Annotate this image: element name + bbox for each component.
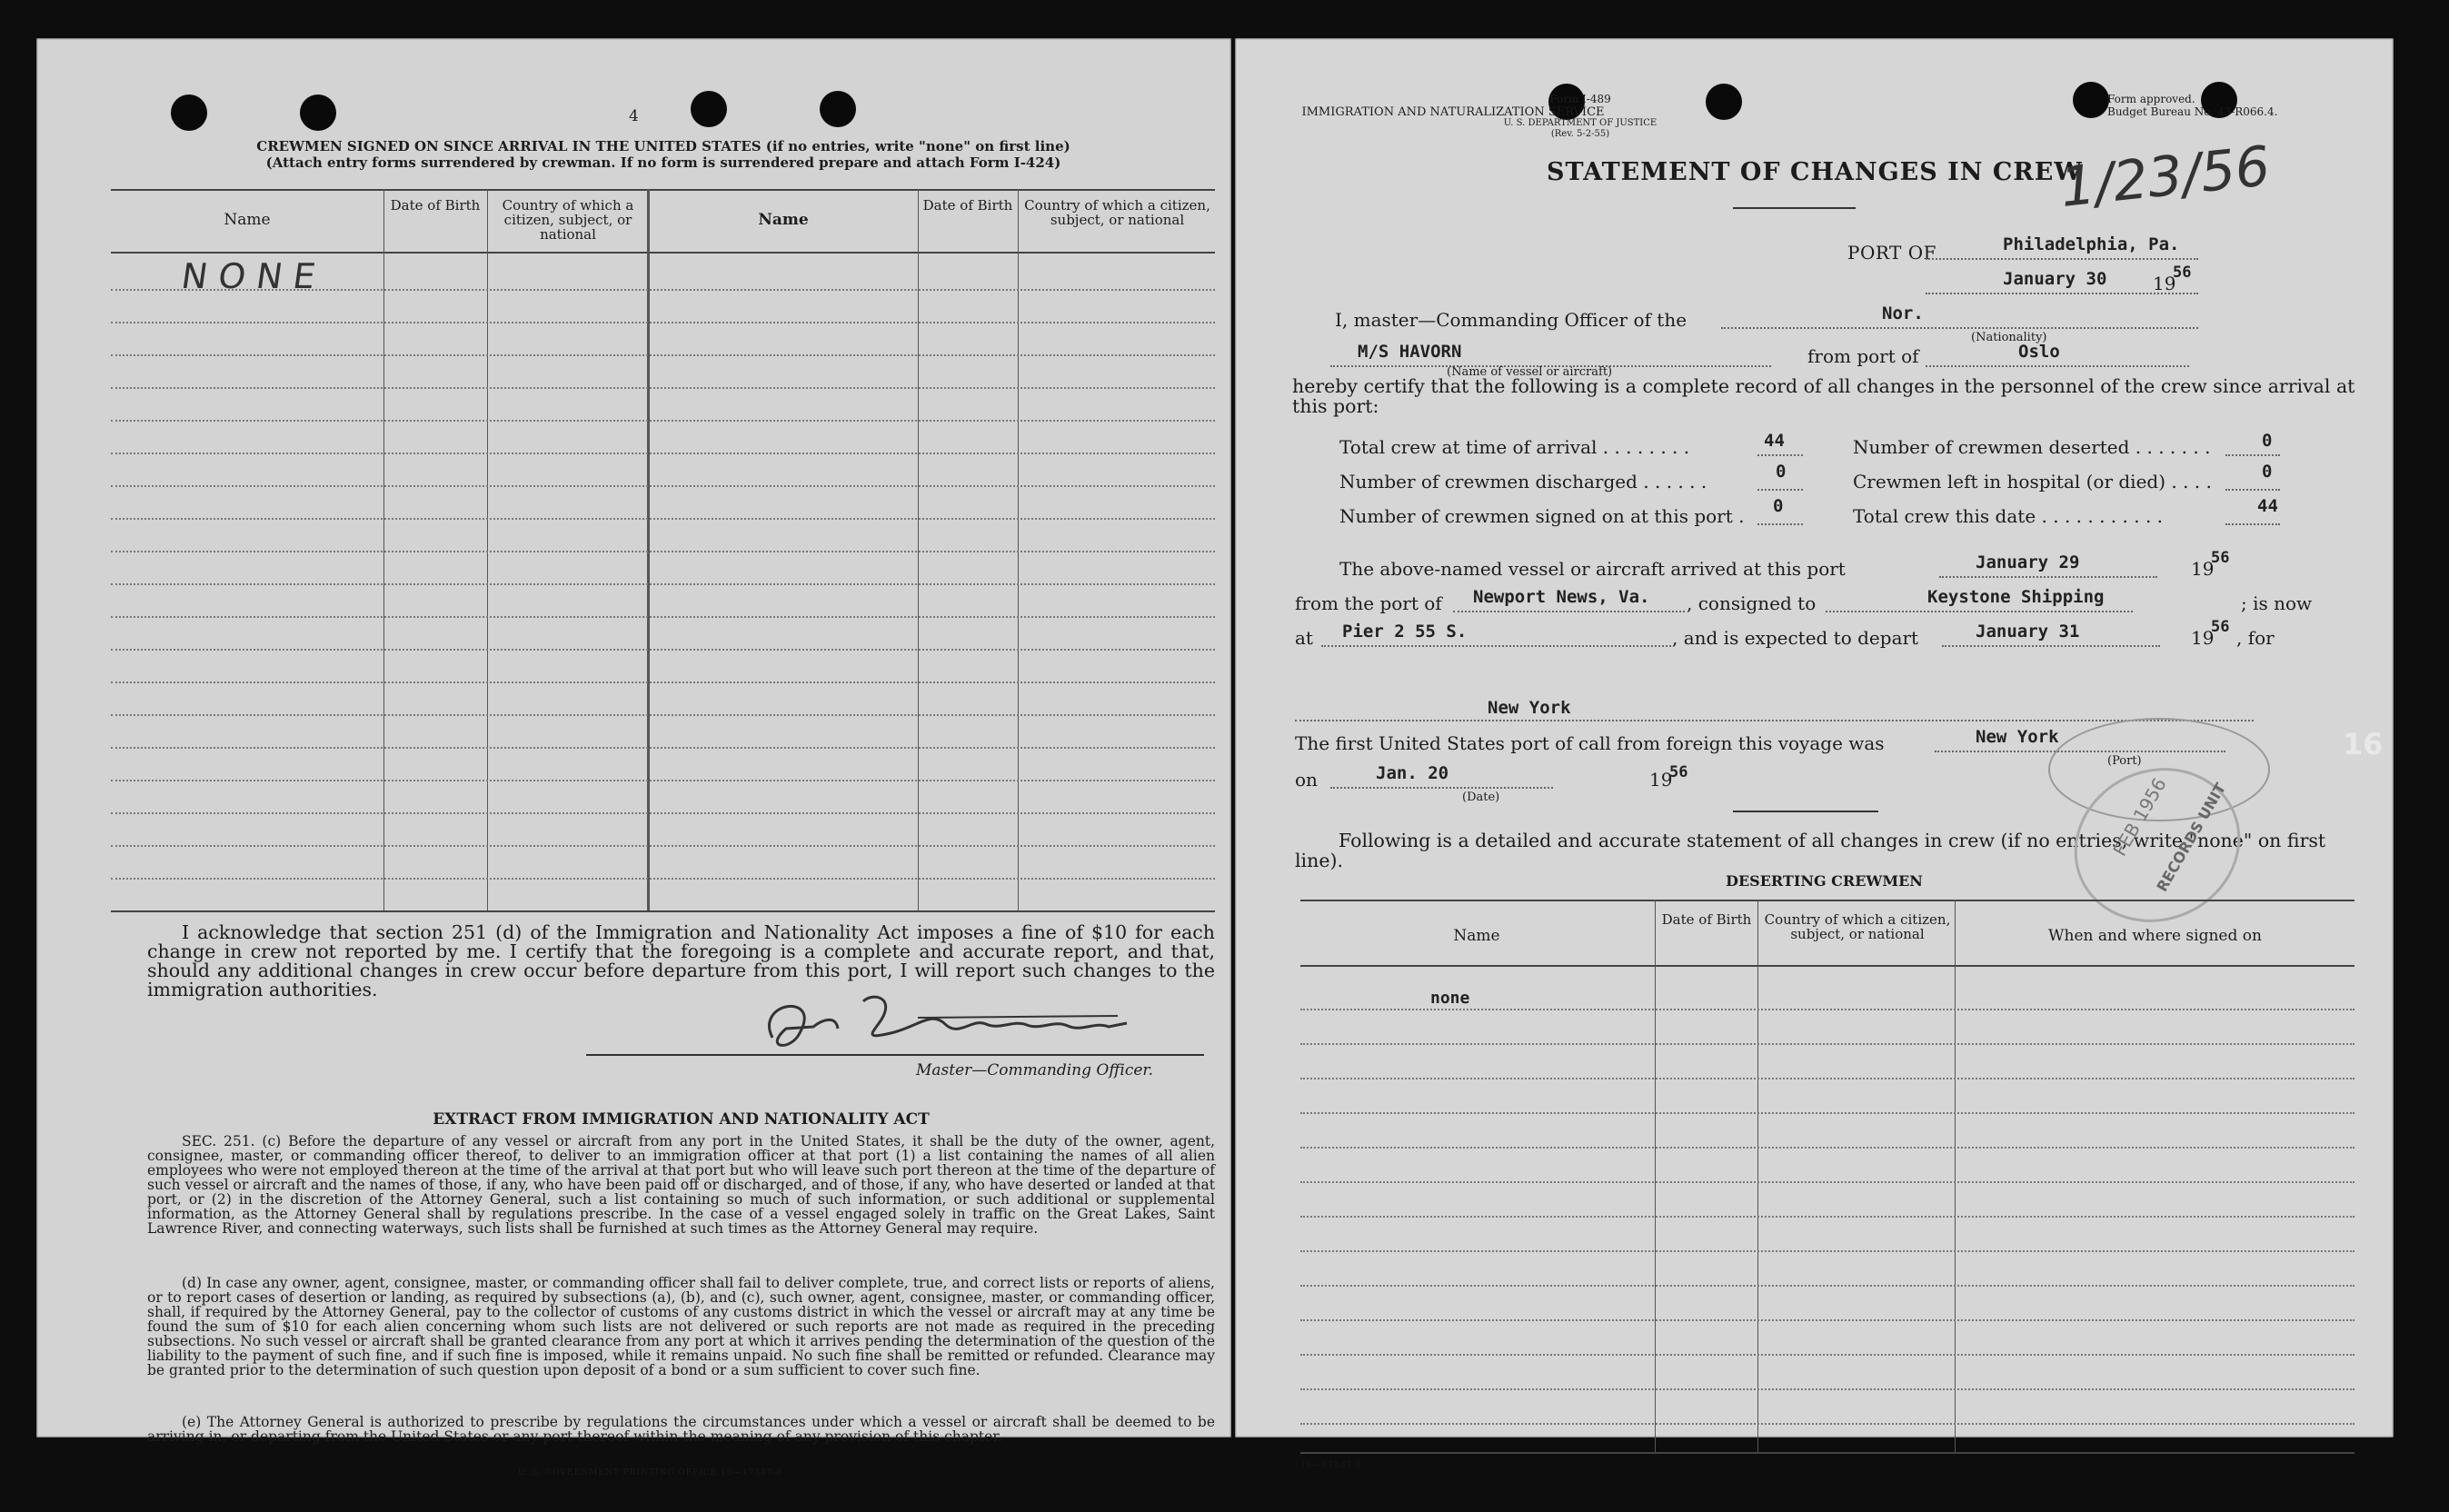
row-rule — [1300, 1043, 2354, 1045]
deserted-value: 0 — [2262, 431, 2273, 451]
right-footer: 16—17387-8 — [1300, 1461, 1362, 1470]
from-the-port-label: from the port of — [1295, 592, 1442, 614]
row-rule — [1300, 1285, 2354, 1287]
vessel-value: M/S HAVORN — [1358, 342, 1462, 362]
form-number: Form I-489 — [1549, 93, 1611, 105]
on-year-value: 56 — [1669, 763, 1688, 781]
total-date-value: 44 — [2257, 496, 2278, 516]
left-page — [36, 38, 1231, 1477]
port-of-label: PORT OF — [1847, 242, 1937, 264]
signed-on-heading: CREWMEN SIGNED ON SINCE ARRIVAL IN THE UNITED STATES (if no entries, write "none" on first line) — [256, 138, 1070, 154]
punch-hole — [691, 91, 727, 127]
row-rule — [111, 616, 1215, 618]
port-caption: (Port) — [2107, 754, 2142, 768]
row-rule — [1300, 1319, 2354, 1321]
signature-caption: Master—Commanding Officer. — [916, 1061, 1154, 1079]
on-date-value: Jan. 20 — [1376, 763, 1449, 783]
deserting-col-signed-on: When and where signed on — [2048, 927, 2262, 945]
row-rule — [1300, 1354, 2354, 1356]
deserting-table-header-rule — [1300, 965, 2354, 967]
handwritten-date: 1/23/56 — [2056, 134, 2274, 220]
date-caption: (Date) — [1462, 791, 1500, 804]
first-port-value: New York — [1976, 727, 2059, 747]
printing-office-footer: U. S. GOVERNMENT PRINTING OFFICE 16—17387-8 — [518, 1468, 783, 1477]
row-rule — [111, 649, 1215, 651]
punch-hole — [820, 91, 856, 127]
destination-value: New York — [1488, 698, 1571, 718]
punch-hole — [171, 94, 207, 131]
row-rule — [1300, 1216, 2354, 1218]
col-header-name: Name — [224, 211, 271, 229]
at-label: at — [1295, 627, 1313, 649]
col-divider — [1655, 900, 1656, 1452]
row-rule — [111, 551, 1215, 552]
row-rule — [1300, 1009, 2354, 1010]
destination-field — [1295, 720, 2254, 721]
title-rule — [1733, 207, 1856, 209]
col-header-country-2: Country of which a citizen, subject, or national — [1024, 197, 1210, 228]
row-rule — [111, 354, 1215, 356]
row-rule — [111, 714, 1215, 716]
col-divider — [383, 189, 384, 910]
from-port-value: Oslo — [2018, 342, 2060, 362]
for-label: , for — [2236, 627, 2275, 649]
col-divider — [647, 189, 650, 910]
col-divider — [487, 189, 488, 910]
deserting-first-entry: none — [1430, 989, 1470, 1008]
vessel-caption: (Name of vessel or aircraft) — [1447, 365, 1613, 379]
first-port-text: The first United States port of call from foreign this voyage was — [1295, 732, 1885, 754]
row-rule — [111, 289, 1215, 291]
report-year-prefix: 19 — [2153, 273, 2176, 294]
report-year-value: 56 — [2173, 264, 2192, 282]
on-label: on — [1295, 769, 1318, 791]
row-rule — [111, 322, 1215, 323]
depart-year-value: 56 — [2211, 618, 2230, 636]
hospital-value: 0 — [2262, 462, 2273, 482]
col-header-dob-2: Date of Birth — [922, 197, 1013, 214]
acknowledgement-text: I acknowledge that section 251 (d) of the Immigration and Nationality Act imposes a fine of $10 for each change in crew not reported by me. I certify that the foregoing is a complete and accurate report, and that, should any additional changes in crew occur before departure from this port, I will report such changes to the immigration authorities. — [147, 921, 1215, 1000]
arrived-text: The above-named vessel or aircraft arrived at this port — [1339, 558, 1846, 580]
from-port-label: from port of — [1807, 345, 1919, 367]
col-divider — [1757, 900, 1758, 1452]
nationality-value: Nor. — [1882, 303, 1924, 323]
from-the-port-value: Newport News, Va. — [1473, 587, 1650, 607]
deserting-table-bottom — [1300, 1452, 2354, 1454]
row-rule — [111, 812, 1215, 814]
extract-section-d: (d) In case any owner, agent, consignee, master, or commanding officer shall fail to deliver complete, true, and correct lists or reports of aliens, or to report cases of desertion or landing, as required by subsections (a), (b), and (c), such owner, agent, consignee, master, or commanding officer, shall, if required by the Attorney General, pay to the collector of customs of any customs district in which the vessel or aircraft may at any time be found the sum of $10 for each alien concerning whom such lists are not delivered or such reports are not made as required in the preceding subsections. No such vessel or aircraft shall be granted clearance from any port at which it arrives pending the determination of the question of the liability to the payment of such fine, and if such fine is imposed, while it remains unpaid. No such fine shall be remitted or refunded. Clearance may be granted prior to the determination of such question upon deposit of a bond or a sum sufficient to cover such fine. — [147, 1275, 1215, 1378]
total-date-label: Total crew this date . . . . . . . . . . . — [1853, 505, 2164, 527]
row-rule — [111, 681, 1215, 683]
extract-section-e: (e) The Attorney General is authorized to prescribe by regulations the circumstances under which a vessel or aircraft shall be deemed to be arriving in, or departing from the United States or any port thereof within the meaning of any provision of this chapter. — [147, 1414, 1215, 1445]
hospital-label: Crewmen left in hospital (or died) . . . . — [1853, 471, 2212, 492]
right-page — [1235, 38, 2394, 1470]
arrived-year-prefix: 19 — [2191, 558, 2215, 580]
master-text: I, master—Commanding Officer of the — [1335, 309, 1687, 331]
extract-title: EXTRACT FROM IMMIGRATION AND NATIONALITY ACT — [433, 1110, 930, 1129]
row-rule — [1300, 1250, 2354, 1252]
deserting-col-dob: Date of Birth — [1661, 911, 1752, 928]
stamp-records-unit: RECORDS UNIT — [2153, 780, 2230, 895]
at-value: Pier 2 55 S. — [1342, 622, 1468, 642]
handwritten-none: NONE — [178, 256, 329, 296]
stamp-date: FEB 1956 — [2108, 773, 2171, 860]
row-rule — [111, 583, 1215, 585]
signed-on-value: 0 — [1773, 496, 1784, 516]
sheet-number: 16 — [2343, 727, 2384, 761]
row-rule — [1300, 1078, 2354, 1079]
agency-name: IMMIGRATION AND NATURALIZATION SERVICE — [1301, 105, 1605, 119]
nationality-caption: (Nationality) — [1971, 331, 2047, 344]
row-rule — [111, 780, 1215, 781]
discharged-value: 0 — [1776, 462, 1787, 482]
deserting-col-name: Name — [1453, 927, 1500, 945]
arrived-date-value: January 29 — [1976, 552, 2080, 572]
row-rule — [1300, 1181, 2354, 1183]
form-revision: (Rev. 5-2-55) — [1550, 129, 1610, 139]
consigned-value: Keystone Shipping — [1927, 587, 2105, 607]
consigned-label: , consigned to — [1687, 592, 1817, 614]
row-rule — [111, 747, 1215, 749]
deserting-table-top — [1300, 900, 2354, 901]
row-rule — [1300, 1388, 2354, 1390]
col-header-dob: Date of Birth — [390, 197, 481, 214]
is-now-label: ; is now — [2241, 592, 2313, 614]
form-title: STATEMENT OF CHANGES IN CREW — [1547, 158, 2083, 186]
table-bottom-rule — [111, 910, 1215, 912]
col-divider — [918, 189, 919, 910]
punch-hole — [300, 94, 336, 131]
table-top-rule — [111, 189, 1215, 191]
depart-date-value: January 31 — [1976, 622, 2080, 642]
punch-hole — [2073, 82, 2109, 118]
following-text: Following is a detailed and accurate statement of all changes in crew (if no entries, write "none" on first line). — [1295, 830, 2326, 871]
total-arrival-label: Total crew at time of arrival . . . . . . . . — [1339, 436, 1690, 458]
signature-line — [586, 1054, 1204, 1056]
signed-on-label: Number of crewmen signed on at this port . — [1339, 505, 1745, 527]
col-header-name-2: Name — [758, 211, 809, 229]
deserting-col-country: Country of which a citizen, subject, or national — [1764, 911, 1951, 942]
col-divider — [1018, 189, 1019, 910]
row-rule — [111, 420, 1215, 422]
table-header-rule — [111, 252, 1215, 254]
budget-bureau-number: Budget Bureau No. 43-R066.4. — [2107, 105, 2278, 118]
certify-text: hereby certify that the following is a complete record of all changes in the personnel of the crew since arrival at this port: — [1292, 375, 2355, 417]
depart-year-prefix: 19 — [2191, 627, 2215, 649]
report-date-value: January 30 — [2003, 269, 2107, 289]
section-rule — [1733, 811, 1878, 812]
page-number: 4 — [629, 107, 639, 125]
on-year-prefix: 19 — [1649, 769, 1673, 791]
nationality-field — [1721, 303, 2198, 329]
row-rule — [111, 878, 1215, 880]
row-rule — [111, 485, 1215, 487]
deserted-label: Number of crewmen deserted . . . . . . . — [1853, 436, 2211, 458]
form-approved: Form approved. — [2107, 93, 2195, 105]
port-of-value: Philadelphia, Pa. — [2003, 234, 2180, 254]
total-arrival-value: 44 — [1764, 431, 1785, 451]
signed-on-subheading: (Attach entry forms surrendered by crewman. If no form is surrendered prepare and attach Form I-424) — [265, 154, 1061, 171]
department-name: U. S. DEPARTMENT OF JUSTICE — [1503, 118, 1658, 128]
row-rule — [1300, 1423, 2354, 1425]
row-rule — [111, 387, 1215, 389]
arrived-year-value: 56 — [2211, 549, 2230, 567]
expected-label: , and is expected to depart — [1672, 627, 1919, 649]
deserting-title: DESERTING CREWMEN — [1726, 872, 1923, 890]
col-divider — [1955, 900, 1956, 1452]
row-rule — [1300, 1147, 2354, 1149]
row-rule — [111, 845, 1215, 847]
extract-section-c: SEC. 251. (c) Before the departure of any vessel or aircraft from any port in the United States, it shall be the duty of the owner, agent, consignee, master, or commanding officer thereof, to deliver to an immigration officer at that port (1) a list containing the names of all alien employees who were not employed thereon at the time of the arrival at that port but who will leave such port thereon at the time of the departure of such vessel or aircraft and the names of those, if any, who have been paid off or discharged, and of those, if any, who have deserted or landed at that port, or (2) in the discretion of the Attorney General, such a list containing so much of such information, or such additional or supplemental information, as the Attorney General shall by regulations prescribe. In the case of a vessel engaged solely in traffic on the Great Lakes, Saint Lawrence River, and connecting waterways, such lists shall be furnished at such times as the Attorney General may require. — [147, 1133, 1215, 1237]
col-header-country: Country of which a citizen, subject, or national — [502, 197, 634, 243]
master-signature — [736, 983, 1209, 1069]
row-rule — [111, 518, 1215, 520]
row-rule — [111, 453, 1215, 454]
row-rule — [1300, 1112, 2354, 1114]
discharged-label: Number of crewmen discharged . . . . . . — [1339, 471, 1707, 492]
